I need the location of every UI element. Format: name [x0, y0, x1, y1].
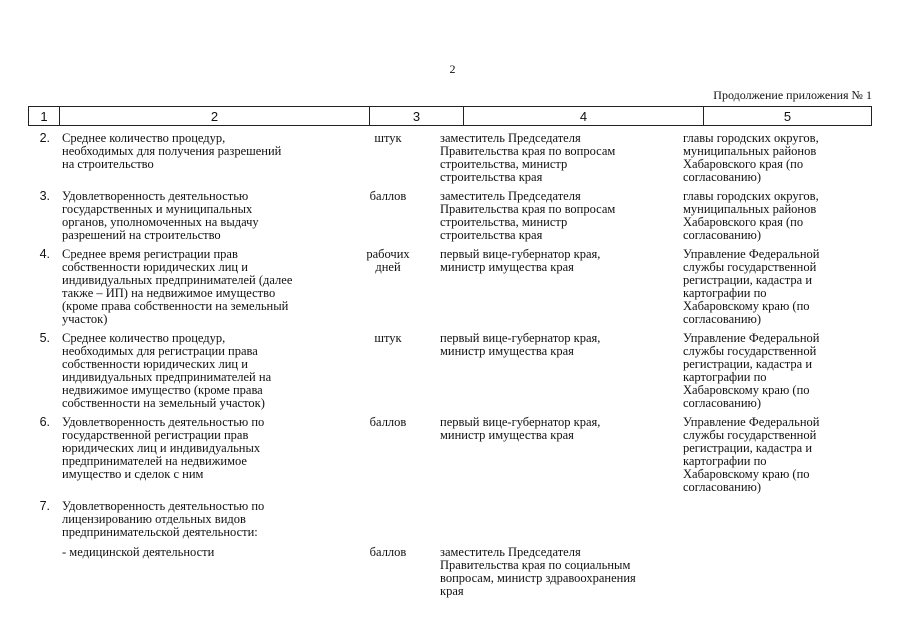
unit: баллов [369, 189, 407, 203]
unit: штук [374, 331, 402, 345]
table-header [28, 106, 872, 126]
header-col-5: 5 [783, 108, 792, 124]
header-col-4: 4 [464, 107, 704, 125]
co-executor: Управление Федеральной службы государственной регистрации, кадастра и картографии по Хабаровскому краю (по согласованию) [683, 331, 820, 410]
responsible: первый вице-губернатор края, министр имущества края [440, 247, 601, 274]
unit: баллов [369, 415, 407, 429]
header-col-3: 3 [370, 107, 464, 125]
page-number: 2 [449, 62, 456, 76]
row-number: 5. [39, 331, 50, 345]
header-col-1: 1 [29, 107, 60, 125]
unit: баллов [369, 545, 407, 559]
indicator-name: Удовлетворенность деятельностью государственных и муниципальных органов, уполномоченных на выдачу разрешений на строительство [62, 189, 259, 242]
row-number: 7. [39, 499, 50, 513]
indicator-name: - медицинской деятельности [62, 545, 215, 559]
row-number: 6. [39, 415, 50, 429]
responsible: заместитель Председателя Правительства края по вопросам строительства, министр строительства края [440, 131, 616, 184]
co-executor: главы городских округов, муниципальных районов Хабаровского края (по согласованию) [683, 189, 819, 242]
responsible: первый вице-губернатор края, министр имущества края [440, 331, 601, 358]
row-number: 4. [39, 247, 50, 261]
responsible: заместитель Председателя Правительства края по вопросам строительства, министр строительства края [440, 189, 616, 242]
header-col-2: 2 [60, 107, 370, 125]
row-number: 2. [39, 131, 50, 145]
row-number: 3. [39, 189, 50, 203]
co-executor: Управление Федеральной службы государственной регистрации, кадастра и картографии по Хабаровскому краю (по согласованию) [683, 247, 820, 326]
indicator-name: Среднее количество процедур, необходимых для регистрации права собственности юридических лиц и индивидуальных предпринимателей на недвижимое имущество (кроме права собственности на земельный участок) [62, 331, 272, 410]
indicator-name: Удовлетворенность деятельностью по государственной регистрации прав юридических лиц и индивидуальных предпринимателей на недвижимое имущество и сделок с ним [62, 415, 265, 481]
indicator-name: Среднее количество процедур, необходимых для получения разрешений на строительство [62, 131, 282, 171]
continuation-label: Продолжение приложения № 1 [713, 88, 872, 102]
unit: рабочих дней [366, 247, 410, 274]
co-executor: главы городских округов, муниципальных районов Хабаровского края (по согласованию) [683, 131, 819, 184]
responsible: первый вице-губернатор края, министр имущества края [440, 415, 601, 442]
unit: штук [374, 131, 402, 145]
co-executor: Управление Федеральной службы государственной регистрации, кадастра и картографии по Хабаровскому краю (по согласованию) [683, 415, 820, 494]
indicator-name: Удовлетворенность деятельностью по лицензированию отдельных видов предпринимательской деятельности: [62, 499, 265, 539]
responsible: заместитель Председателя Правительства края по социальным вопросам, министр здравоохранения края [440, 545, 636, 598]
indicator-name: Среднее время регистрации прав собственности юридических лиц и индивидуальных предпринимателей (далее также – ИП) на недвижимое имущество (кроме права собственности на земельный участок) [62, 247, 293, 326]
